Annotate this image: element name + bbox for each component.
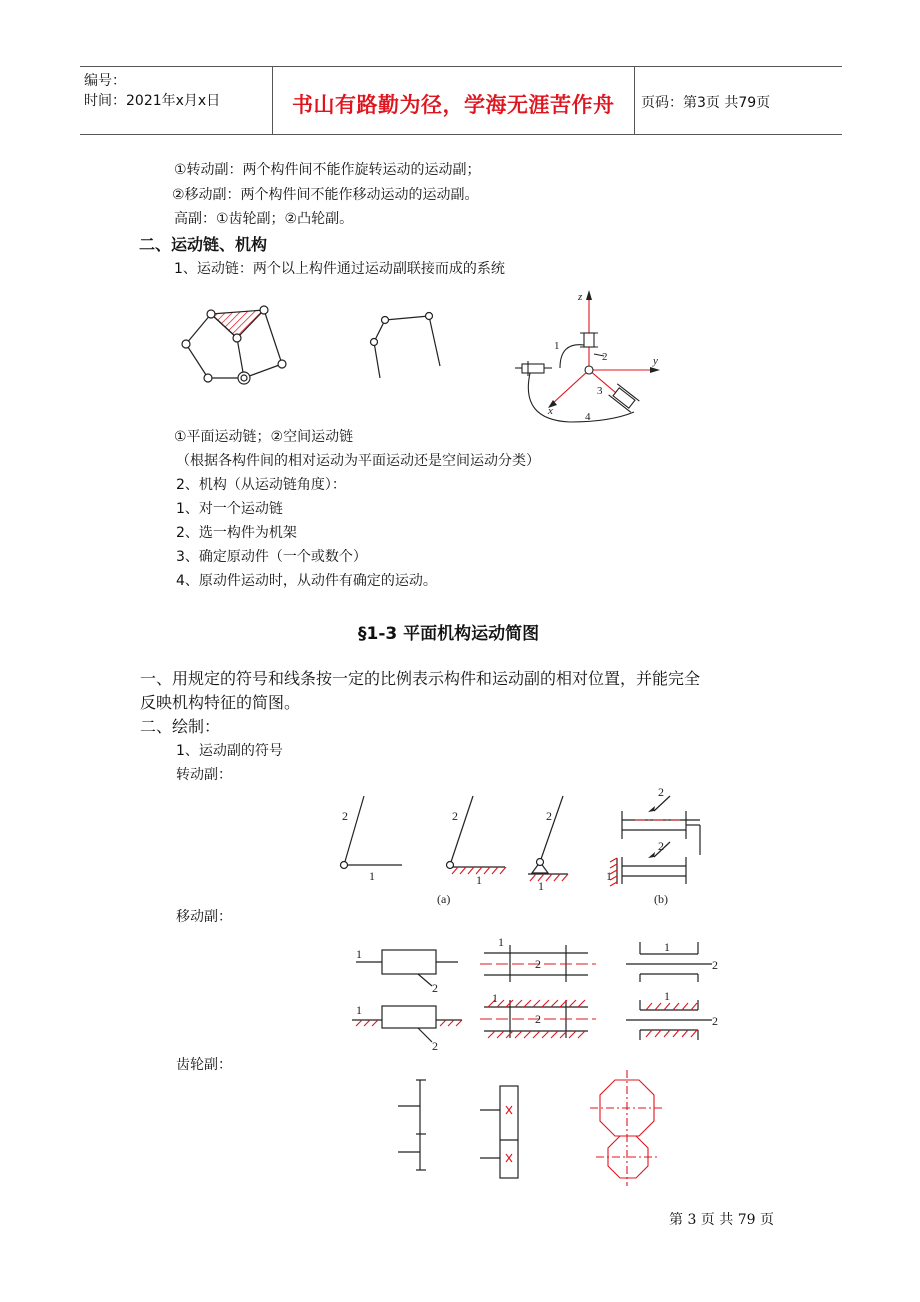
line-chain-types: ①平面运动链；②空间运动链 <box>174 429 354 445</box>
pri-tr-link-2: 2 <box>712 958 718 972</box>
pri-br-link-1: 1 <box>664 989 670 1003</box>
space-link-1: 1 <box>554 340 560 352</box>
rev-a2-link-2: 2 <box>452 809 458 823</box>
header-page: 页码：第3页 共79页 <box>641 95 771 111</box>
pri-tl-link-1: 1 <box>356 947 362 961</box>
para-definition-b: 反映机构特征的简图。 <box>140 693 301 712</box>
rev-a2-link-1: 1 <box>476 873 482 887</box>
pri-tl-link-2: 2 <box>432 981 438 995</box>
line-step-2: 2、选一构件为机架 <box>176 525 297 541</box>
line-step-4: 4、原动件运动时，从动件有确定的运动。 <box>176 573 437 589</box>
footer-page: 第 3 页 共 79 页 <box>669 1212 774 1228</box>
label-gear: 齿轮副： <box>176 1057 232 1073</box>
heading-kinematic-chain: 二、运动链、机构 <box>139 235 268 254</box>
line-chain-classify: （根据各构件间的相对运动为平面运动还是空间运动分类） <box>176 453 540 469</box>
line-revolute-def: ①转动副：两个构件间不能作旋转运动的运动副； <box>174 162 481 178</box>
rev-a1-link-2: 2 <box>342 809 348 823</box>
rev-b-link-1: 1 <box>606 869 612 883</box>
header-time: 时间：2021年x月x日 <box>84 93 221 109</box>
space-link-4: 4 <box>585 411 591 423</box>
axis-y-label: y <box>653 355 658 367</box>
rev-b-link-2a: 2 <box>658 785 664 799</box>
line-higher-pair: 高副：①齿轮副；②凸轮副。 <box>174 211 354 227</box>
label-revolute: 转动副： <box>176 767 232 783</box>
rev-caption-a: (a) <box>437 892 451 906</box>
rev-a3-link-2: 2 <box>546 809 552 823</box>
pri-bm-link-1: 1 <box>492 991 498 1005</box>
line-step-1: 1、对一个运动链 <box>176 501 283 517</box>
para-definition-a: 一、用规定的符号和线条按一定的比例表示构件和运动副的相对位置，并能完全 <box>140 669 701 688</box>
rev-caption-b: (b) <box>654 892 668 906</box>
rev-b-link-2b: 2 <box>658 839 664 853</box>
line-prismatic-def: ②移动副：两个构件间不能作移动运动的运动副。 <box>172 187 479 203</box>
header-number: 编号： <box>84 73 126 89</box>
rev-a1-link-1: 1 <box>369 869 375 883</box>
pri-br-link-2: 2 <box>712 1014 718 1028</box>
space-link-3: 3 <box>597 385 603 397</box>
section-title: §1-3 平面机构运动简图 <box>358 624 540 644</box>
pri-tr-link-1: 1 <box>664 940 670 954</box>
rev-a3-link-1: 1 <box>538 879 544 893</box>
pri-bl-link-1: 1 <box>356 1003 362 1017</box>
axis-z-label: z <box>578 291 583 303</box>
space-link-2: 2 <box>602 351 608 363</box>
line-mechanism: 2、机构（从运动链角度）： <box>176 477 346 493</box>
pri-tm-link-1: 1 <box>498 935 504 949</box>
pri-bl-link-2: 2 <box>432 1039 438 1053</box>
pri-bm-link-2: 2 <box>535 1012 541 1026</box>
para-drawing: 二、绘制： <box>140 717 221 736</box>
line-symbols: 1、运动副的符号 <box>176 743 283 759</box>
label-prismatic: 移动副： <box>176 909 232 925</box>
line-chain-def: 1、运动链：两个以上构件通过运动副联接而成的系统 <box>174 261 505 277</box>
axis-x-label: x <box>548 405 553 417</box>
header-motto: 书山有路勤为径，学海无涯苦作舟 <box>292 93 615 117</box>
line-step-3: 3、确定原动件（一个或数个） <box>176 549 367 565</box>
pri-tm-link-2: 2 <box>535 957 541 971</box>
